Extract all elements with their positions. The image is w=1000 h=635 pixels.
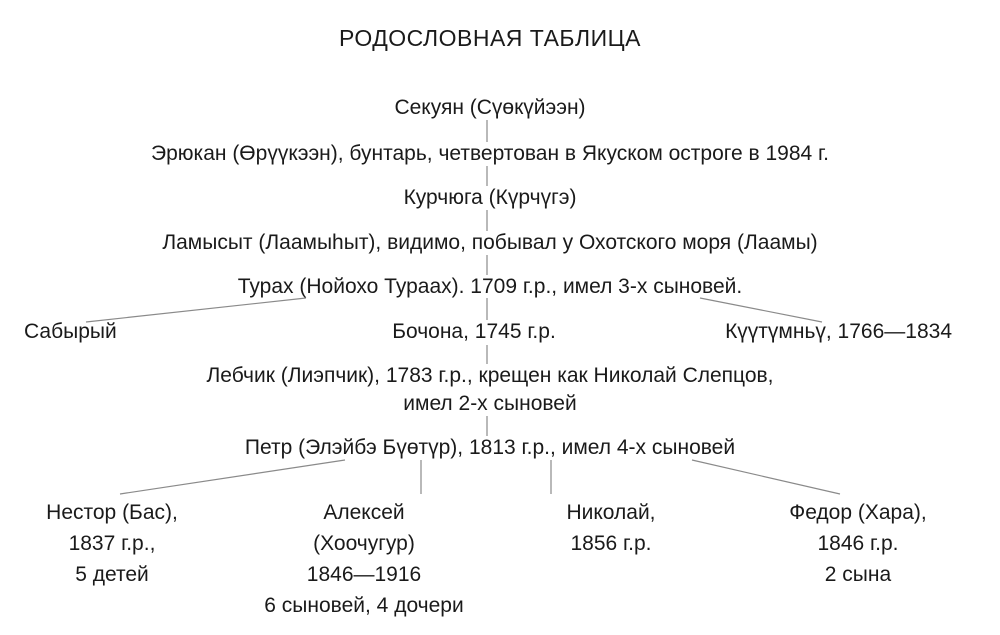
nikolai-line-1: Николай, — [566, 501, 656, 524]
aleksei-line-2: (Хоочугур) — [313, 532, 415, 555]
nestor-line-3: 5 детей — [75, 563, 149, 586]
fedor-line-3: 2 сына — [824, 563, 892, 586]
nikolai-line-2: 1856 г.р. — [570, 532, 652, 555]
nestor-line-1: Нестор (Бас), — [46, 501, 178, 524]
generation-lamysyt: Ламысыт (Лаамыhыт), видимо, побывал у Охотского моря (Лаамы) — [162, 231, 818, 254]
son-aleksei — [264, 497, 463, 621]
lebchik-entry — [206, 362, 773, 418]
generation-eryukan: Эрюкан (Өрүүкээн), бунтарь, четвертован в Якуском остроге в 1984 г. — [151, 142, 829, 165]
aleksei-line-3: 1846—1916 — [306, 563, 422, 586]
aleksei-line-4: 6 сыновей, 4 дочери — [264, 594, 464, 617]
petr-entry: Петр (Элэйбэ Бүөтүр), 1813 г.р., имел 4-х сыновей — [244, 436, 736, 459]
son-sabyryi: Сабырый — [24, 320, 117, 343]
fedor-line-2: 1846 г.р. — [817, 532, 899, 555]
generation-kurchyuga: Курчюга (Күрчүгэ) — [403, 186, 577, 209]
lebchik-line-1: Лебчик (Лиэпчик), 1783 г.р., крещен как Николай Слепцов, — [206, 364, 774, 387]
son-bochona: Бочона, 1745 г.р. — [392, 320, 556, 343]
connector-turakh-sabyryi — [86, 298, 306, 322]
son-kuutumnyu: Күүтүмньү, 1766—1834 — [725, 320, 952, 343]
aleksei-line-1: Алексей — [323, 501, 405, 524]
generation-turakh: Турах (Нойохо Тураах). 1709 г.р., имел 3-х сыновей. — [237, 275, 743, 298]
son-nestor — [46, 497, 178, 590]
page-title: РОДОСЛОВНАЯ ТАБЛИЦА — [338, 25, 642, 51]
fedor-line-1: Федор (Хара), — [789, 501, 927, 524]
generation-sekuyan: Секуян (Сүөкүйээн) — [394, 96, 586, 119]
connector-petr-nestor — [120, 460, 345, 494]
nestor-line-2: 1837 г.р., — [68, 532, 156, 555]
connector-petr-fedor — [692, 460, 840, 494]
son-nikolai — [566, 497, 655, 559]
lebchik-line-2: имел 2-х сыновей — [403, 392, 577, 415]
son-fedor — [789, 497, 927, 590]
